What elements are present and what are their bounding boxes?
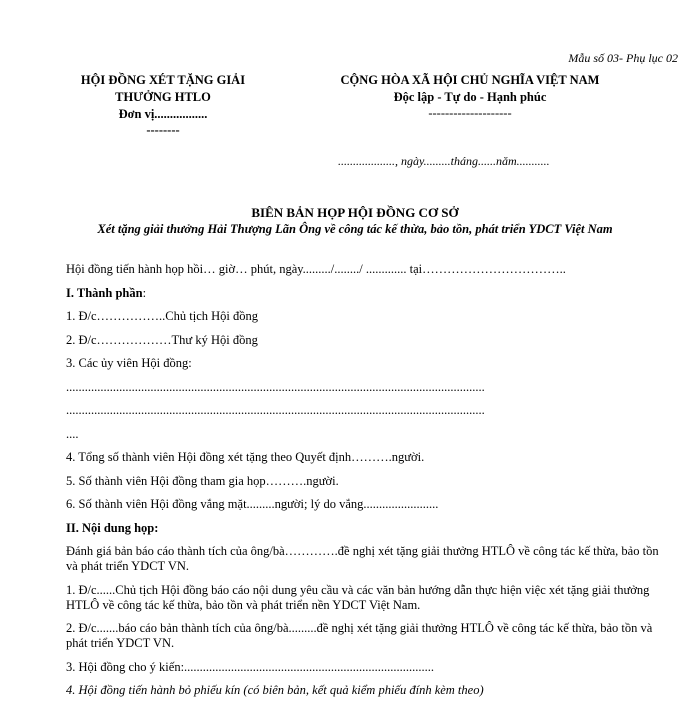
content-item-2: 2. Đ/c.......báo cáo bản thành tích của ông/bà.........đề nghị xét tặng giải thưởng HTLÔ về công tác kế thừa, bảo tồn và phát triển YDCT VN. xyxy=(66,621,653,650)
content-item-4 xyxy=(66,683,666,698)
content-item-4-text: 4. Hội đồng tiến hành bỏ phiếu kín xyxy=(66,683,244,697)
section1-heading: I. Thành phần xyxy=(66,285,143,300)
title-main: BIÊN BẢN HỌP HỘI ĐỒNG CƠ SỞ xyxy=(251,205,459,220)
dotted-line: ...................................................................................................................................... xyxy=(66,403,485,417)
header-right-separator: -------------------- xyxy=(428,106,512,120)
title-subtitle: Xét tặng giải thưởng Hải Thượng Lãn Ông về công tác kế thừa, bảo tồn, phát triển YDCT Việt Nam xyxy=(97,222,613,236)
item-absent-members: 6. Số thành viên Hội đồng vắng mặt.........người; lý do vắng........................ xyxy=(66,497,439,511)
council-name-line1: HỘI ĐỒNG XÉT TẶNG GIẢI xyxy=(80,73,246,87)
header-left-separator: -------- xyxy=(146,123,180,137)
document-title xyxy=(60,205,650,237)
issuing-council-header xyxy=(58,72,268,137)
member-commissioners: 3. Các ủy viên Hội đồng: xyxy=(66,356,192,370)
national-motto: Độc lập - Tự do - Hạnh phúc xyxy=(393,90,547,104)
section1-heading-line xyxy=(66,286,666,301)
member-chairman: 1. Đ/c……………..Chủ tịch Hội đồng xyxy=(66,309,259,323)
unit-line: Đơn vị................. xyxy=(118,107,208,121)
item-attending-members: 5. Số thành viên Hội đồng tham gia họp……….người. xyxy=(66,473,339,488)
national-header xyxy=(270,72,670,120)
content-item-4-note: (có biên bản, kết quả kiểm phiếu đính kèm theo) xyxy=(243,683,484,697)
date-line: ..................., ngày.........tháng......năm........... xyxy=(338,154,550,168)
meeting-time-line: Hội đồng tiến hành họp hồi… giờ… phút, ngày........./......../ ............. tại…………………………….. xyxy=(66,262,566,276)
document-body xyxy=(66,262,666,707)
council-name-line2: THƯỞNG HTLO xyxy=(115,90,211,104)
dotted-line: ...................................................................................................................................... xyxy=(66,379,485,394)
dotted-short: .... xyxy=(66,426,79,441)
content-paragraph: Đánh giá bản báo cáo thành tích của ông/bà………….đề nghị xét tặng giải thưởng HTLÔ về công tác kế thừa, bảo tồn và phát triển YDCT VN. xyxy=(66,544,659,573)
content-item-3: 3. Hội đồng cho ý kiến:................................................................................ xyxy=(66,659,435,674)
content-item-1: 1. Đ/c......Chủ tịch Hội đồng báo cáo nội dung yêu cầu và các văn bản hướng dẫn thực hiện việc xét tặng giải thưởng HTLÔ về công tác kế thừa, bảo tồn và phát triển nền YDCT Việt Nam. xyxy=(66,582,650,612)
member-secretary: 2. Đ/c………………Thư ký Hội đồng xyxy=(66,332,258,347)
item-total-members: 4. Tổng số thành viên Hội đồng xét tặng theo Quyết định……….người. xyxy=(66,450,425,464)
section1-colon: : xyxy=(142,285,147,300)
form-number: Mẫu số 03- Phụ lục 02 xyxy=(568,51,678,65)
country-name: CỘNG HÒA XÃ HỘI CHỦ NGHĨA VIỆT NAM xyxy=(340,73,600,87)
section2-heading: II. Nội dung họp: xyxy=(66,520,159,535)
